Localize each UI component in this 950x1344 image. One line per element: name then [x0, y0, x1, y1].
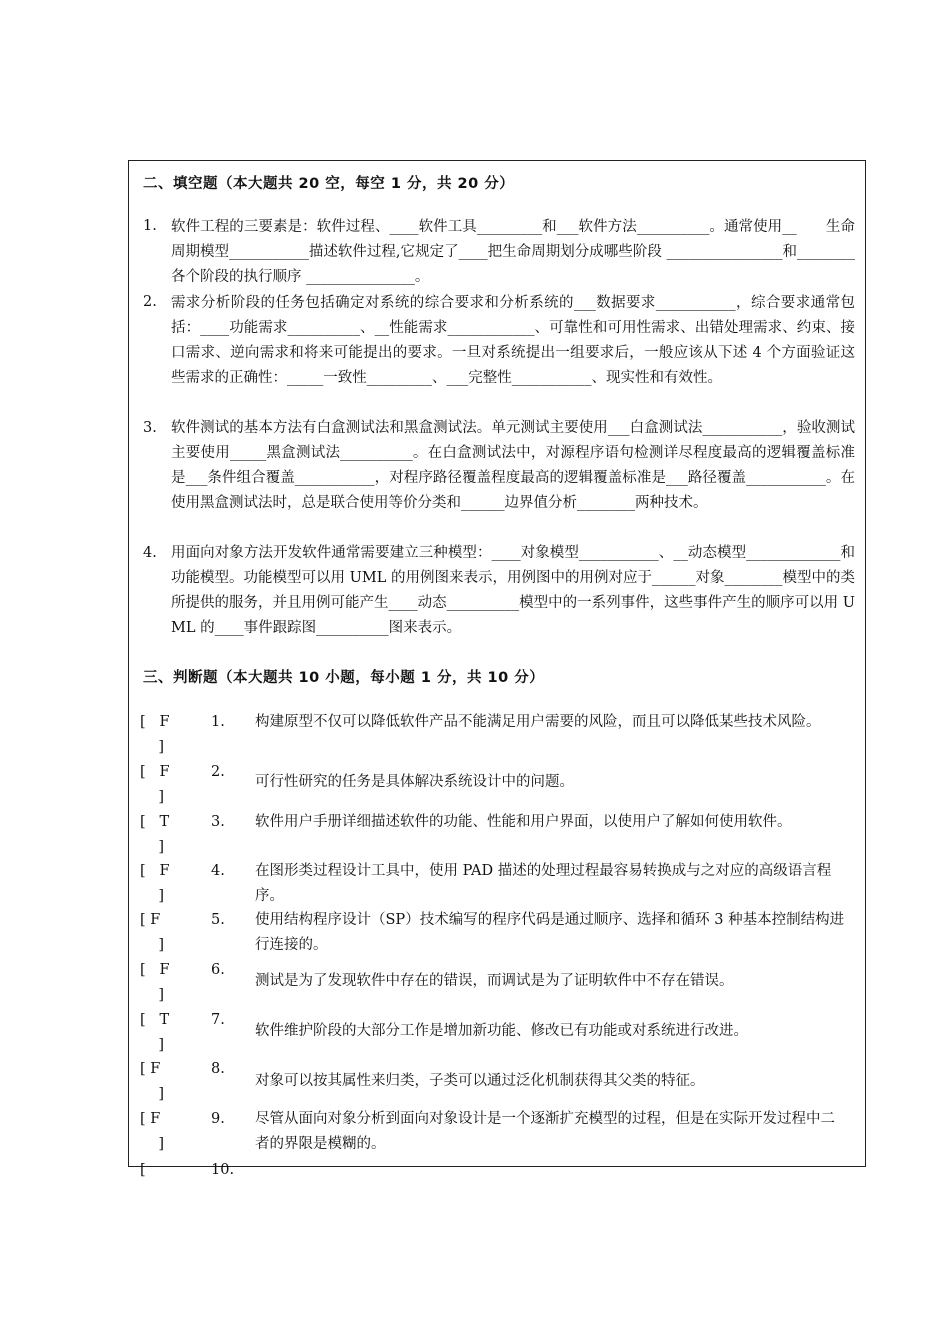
question-number: 4.	[143, 545, 157, 561]
tf-answer: [ T ]	[140, 814, 170, 855]
tf-statement: 尽管从面向对象分析到面向对象设计是一个逐渐扩充模型的过程，但是在实际开发过程中二者的界限是模糊的。	[255, 1111, 835, 1152]
tf-statement: 软件维护阶段的大部分工作是增加新功能、修改已有功能或对系统进行改进。	[255, 1023, 748, 1039]
tf-answer: [	[140, 1162, 146, 1178]
tf-answer: [ F ]	[140, 764, 170, 805]
tf-statement: 可行性研究的任务是具体解决系统设计中的问题。	[255, 774, 574, 790]
question-text: 用面向对象方法开发软件通常需要建立三种模型：____对象模型___________、__动态模型_____________和功能模型。功能模型可以用 UML 的用例图来表示，用例图中的用例对应于______对象________模型中的类所提供的服务，并且用例可能产生____动态__________模型中的一系列事件，这些事件产生的顺序可以用 UML 的____事件跟踪图__________图来表示。	[171, 545, 855, 636]
tf-number: 2.	[211, 764, 225, 780]
tf-statement: 软件用户手册详细描述软件的功能、性能和用户界面，以使用户了解如何使用软件。	[255, 814, 792, 830]
question-number: 1.	[143, 218, 157, 234]
tf-answer: [ F ]	[140, 962, 170, 1003]
tf-number: 10.	[211, 1162, 235, 1178]
question-text: 软件工程的三要素是：软件过程、____软件工具_________和___软件方法__________。通常使用__ 生命周期模型___________描述软件过程,它规定了____把生命周期划分成哪些阶段 ________________和________各个阶段的执行顺序 _______________。	[171, 219, 855, 285]
tf-number: 6.	[211, 962, 225, 978]
tf-answer: [ F ]	[140, 1111, 165, 1152]
tf-answer: [ T ]	[140, 1012, 170, 1053]
tf-number: 3.	[211, 814, 225, 830]
question-text: 需求分析阶段的任务包括确定对系统的综合要求和分析系统的___数据要求___________，综合要求通常包括：____功能需求__________、__性能需求____________、可靠性和可用性需求、出错处理需求、约束、接口需求、逆向需求和将来可能提出的要求。一旦对系统提出一组要求后，一般应该从下述 4 个方面验证这些需求的正确性：_____一致性_________、___完整性___________、现实性和有效性。	[171, 295, 855, 386]
tf-number: 8.	[211, 1061, 225, 1077]
tf-number: 1.	[211, 714, 225, 730]
tf-number: 5.	[211, 912, 225, 928]
tf-number: 4.	[211, 863, 225, 879]
tf-statement: 对象可以按其属性来归类，子类可以通过泛化机制获得其父类的特征。	[255, 1073, 705, 1089]
tf-answer: [ F ]	[140, 912, 165, 953]
tf-number: 7.	[211, 1012, 225, 1028]
tf-answer: [ F ]	[140, 863, 170, 904]
tf-statement: 使用结构程序设计（SP）技术编写的程序代码是通过顺序、选择和循环 3 种基本控制结构进行连接的。	[255, 912, 845, 953]
section-true-false-title: 三、判断题（本大题共 10 小题，每小题 1 分，共 10 分）	[143, 670, 545, 686]
tf-item	[140, 1158, 860, 1180]
tf-answer: [ F ]	[140, 1061, 165, 1102]
section-fill-blank-title: 二、填空题（本大题共 20 空，每空 1 分，共 20 分）	[143, 176, 515, 192]
question-number: 2.	[143, 294, 157, 310]
tf-answer: [ F ]	[140, 714, 170, 755]
tf-statement: 测试是为了发现软件中存在的错误，而调试是为了证明软件中不存在错误。	[255, 973, 734, 989]
tf-number: 9.	[211, 1111, 225, 1127]
question-text: 软件测试的基本方法有白盒测试法和黑盒测试法。单元测试主要使用___白盒测试法___________，验收测试主要使用_____黑盒测试法__________。在白盒测试法中，对源程序语句检测详尽程度最高的逻辑覆盖标准是___条件组合覆盖___________，对程序路径覆盖程度最高的逻辑覆盖标准是___路径覆盖___________。在使用黑盒测试法时，总是联合使用等价分类和______边界值分析________两种技术。	[171, 420, 855, 511]
question-number: 3.	[143, 420, 157, 436]
tf-statement: 在图形类过程设计工具中，使用 PAD 描述的处理过程最容易转换成与之对应的高级语言程序。	[255, 863, 832, 904]
tf-statement: 构建原型不仅可以降低软件产品不能满足用户需要的风险，而且可以降低某些技术风险。	[255, 714, 821, 730]
